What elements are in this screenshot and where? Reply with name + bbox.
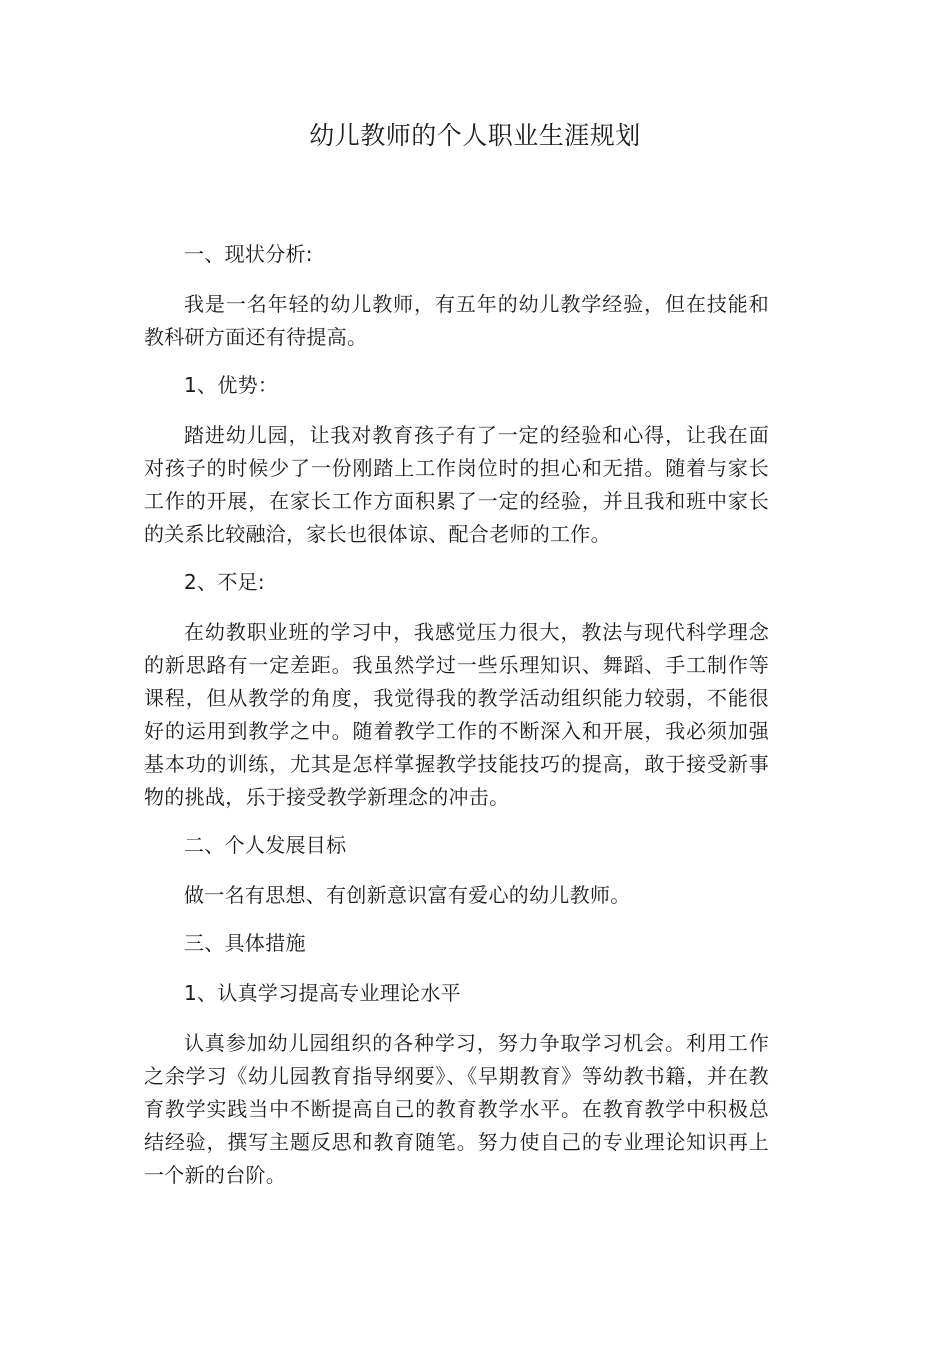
paragraph-introduction: 我是一名年轻的幼儿教师，有五年的幼儿教学经验，但在技能和教科研方面还有待提高。 <box>144 292 769 349</box>
section-heading-development-goal: 二、个人发展目标 <box>184 833 347 857</box>
subheading-advantages: 1、优势： <box>184 373 279 397</box>
paragraph-advantages: 踏进幼儿园，让我对教育孩子有了一定的经验和心得，让我在面对孩子的时候少了一份刚踏上工作岗位时的担心和无措。随着与家长工作的开展，在家长工作方面积累了一定的经验，并且我和班中家长的关系比较融洽，家长也很体谅、配合老师的工作。 <box>144 423 769 546</box>
paragraph-study-theory: 认真参加幼儿园组织的各种学习，努力争取学习机会。利用工作之余学习《幼儿园教育指导纲要》、《早期教育》等幼教书籍，并在教育教学实践当中不断提高自己的教育教学水平。在教育教学中积极总结经验，撰写主题反思和教育随笔。努力使自己的专业理论知识再上一个新的台阶。 <box>144 1031 769 1187</box>
paragraph-shortcomings: 在幼教职业班的学习中，我感觉压力很大，教法与现代科学理念的新思路有一定差距。我虽然学过一些乐理知识、舞蹈、手工制作等课程，但从教学的角度，我觉得我的教学活动组织能力较弱，不能很好的运用到教学之中。随着教学工作的不断深入和开展，我必须加强基本功的训练，尤其是怎样掌握教学技能技巧的提高，敢于接受新事物的挑战，乐于接受教学新理念的冲击。 <box>144 620 769 809</box>
document-body <box>144 238 769 1207</box>
paragraph-development-goal: 做一名有思想、有创新意识富有爱心的幼儿教师。 <box>184 883 631 907</box>
subheading-shortcomings: 2、不足: <box>184 570 265 594</box>
section-heading-measures: 三、具体措施 <box>184 931 306 955</box>
section-heading-status-analysis: 一、现状分析: <box>184 242 313 266</box>
subheading-study-theory: 1、认真学习提高专业理论水平 <box>184 981 461 1005</box>
document-title: 幼儿教师的个人职业生涯规划 <box>309 121 641 150</box>
